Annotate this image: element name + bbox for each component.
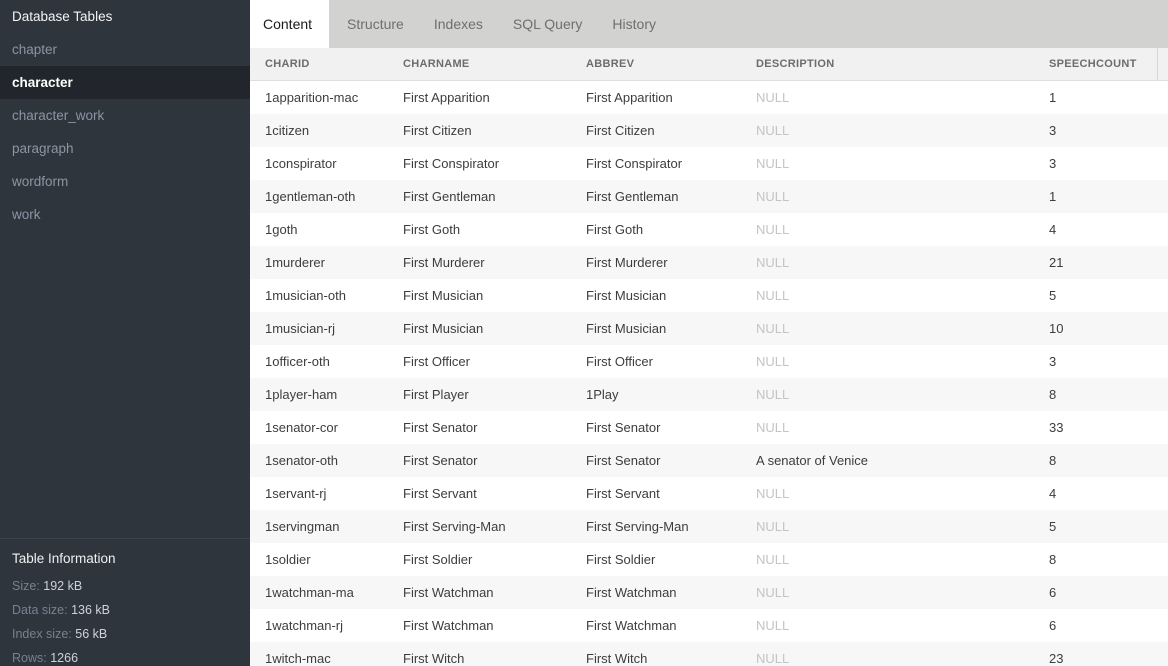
- table-info-stat: [0, 574, 250, 598]
- cell-speechcount[interactable]: 1: [1049, 189, 1057, 204]
- cell-abbrev[interactable]: First Watchman: [586, 585, 677, 600]
- cell-charname[interactable]: First Soldier: [403, 552, 473, 567]
- tab-bar: [250, 0, 1168, 48]
- table-row[interactable]: [250, 213, 1168, 246]
- cell-charid[interactable]: 1officer-oth: [265, 354, 330, 369]
- cell-speechcount[interactable]: 23: [1049, 651, 1064, 666]
- cell-filler: [1157, 279, 1168, 312]
- cell-charname[interactable]: First Citizen: [403, 123, 472, 138]
- tab-sql-query[interactable]: SQL Query: [512, 16, 583, 32]
- cell-speechcount[interactable]: 4: [1049, 486, 1057, 501]
- stat-value: 136 kB: [71, 603, 110, 617]
- sidebar: [0, 0, 250, 666]
- cell-abbrev[interactable]: First Serving-Man: [586, 519, 689, 534]
- cell-charname[interactable]: First Officer: [403, 354, 470, 369]
- cell-filler: [1157, 411, 1168, 444]
- column-header-charid[interactable]: CHARID: [265, 58, 310, 70]
- cell-charid[interactable]: 1gentleman-oth: [265, 189, 356, 204]
- cell-description[interactable]: NULL: [756, 651, 790, 666]
- cell-description[interactable]: NULL: [756, 123, 790, 138]
- cell-charid[interactable]: 1senator-oth: [265, 453, 338, 468]
- tab-content[interactable]: Content: [250, 0, 326, 48]
- cell-charname[interactable]: First Senator: [403, 453, 478, 468]
- table-row[interactable]: [250, 576, 1168, 609]
- tab-history[interactable]: History: [612, 16, 656, 32]
- table-row[interactable]: [250, 246, 1168, 279]
- cell-charname[interactable]: First Witch: [403, 651, 465, 666]
- cell-speechcount[interactable]: 5: [1049, 519, 1057, 534]
- stat-value: 1266: [50, 651, 79, 665]
- table-body: [250, 81, 1168, 666]
- cell-speechcount[interactable]: 3: [1049, 156, 1057, 171]
- cell-abbrev[interactable]: First Watchman: [586, 618, 677, 633]
- cell-speechcount[interactable]: 8: [1049, 387, 1057, 402]
- stat-label: Size:: [12, 579, 40, 593]
- cell-charid[interactable]: 1senator-cor: [265, 420, 338, 435]
- cell-speechcount[interactable]: 33: [1049, 420, 1064, 435]
- column-header-speechcount[interactable]: SPEECHCOUNT: [1049, 58, 1137, 70]
- cell-charid[interactable]: 1watchman-rj: [265, 618, 344, 633]
- sidebar-title: Database Tables: [12, 9, 113, 24]
- cell-charname[interactable]: First Murderer: [403, 255, 485, 270]
- cell-speechcount[interactable]: 3: [1049, 123, 1057, 138]
- cell-filler: [1157, 345, 1168, 378]
- cell-filler: [1157, 477, 1168, 510]
- table-row[interactable]: [250, 180, 1168, 213]
- cell-abbrev[interactable]: First Citizen: [586, 123, 655, 138]
- column-header-abbrev[interactable]: ABBREV: [586, 58, 635, 70]
- cell-abbrev[interactable]: First Gentleman: [586, 189, 679, 204]
- cell-description[interactable]: NULL: [756, 420, 790, 435]
- cell-charid[interactable]: 1witch-mac: [265, 651, 331, 666]
- table-info-stat: [0, 598, 250, 622]
- stat-value: 192 kB: [43, 579, 83, 593]
- cell-abbrev[interactable]: First Senator: [586, 420, 661, 435]
- cell-filler: [1157, 180, 1168, 213]
- cell-abbrev[interactable]: First Witch: [586, 651, 648, 666]
- cell-charname[interactable]: First Watchman: [403, 585, 494, 600]
- cell-charid[interactable]: 1soldier: [265, 552, 311, 567]
- cell-filler: [1157, 114, 1168, 147]
- table-row[interactable]: [250, 642, 1168, 666]
- cell-abbrev[interactable]: First Conspirator: [586, 156, 683, 171]
- table-row[interactable]: [250, 114, 1168, 147]
- cell-abbrev[interactable]: First Goth: [586, 222, 644, 237]
- cell-description[interactable]: NULL: [756, 156, 790, 171]
- cell-speechcount[interactable]: 8: [1049, 453, 1057, 468]
- stat-label: Data size:: [12, 603, 68, 617]
- table-row[interactable]: [250, 444, 1168, 477]
- cell-abbrev[interactable]: First Apparition: [586, 90, 673, 105]
- table-row[interactable]: [250, 312, 1168, 345]
- cell-filler: [1157, 642, 1168, 666]
- cell-filler: [1157, 444, 1168, 477]
- cell-charname[interactable]: First Player: [403, 387, 469, 402]
- sidebar-item-chapter[interactable]: chapter: [12, 42, 58, 57]
- cell-charid[interactable]: 1musician-rj: [265, 321, 336, 336]
- table-row[interactable]: [250, 411, 1168, 444]
- cell-description[interactable]: NULL: [756, 519, 790, 534]
- cell-charname[interactable]: First Gentleman: [403, 189, 496, 204]
- stat-label: Rows:: [12, 651, 47, 665]
- cell-speechcount[interactable]: 6: [1049, 618, 1057, 633]
- cell-filler: [1157, 213, 1168, 246]
- cell-speechcount[interactable]: 4: [1049, 222, 1057, 237]
- cell-abbrev[interactable]: First Musician: [586, 288, 667, 303]
- sidebar-item-paragraph[interactable]: paragraph: [12, 141, 74, 156]
- cell-abbrev[interactable]: First Officer: [586, 354, 653, 369]
- cell-filler: [1157, 576, 1168, 609]
- table-row[interactable]: [250, 81, 1168, 114]
- cell-charname[interactable]: First Apparition: [403, 90, 490, 105]
- cell-charid[interactable]: 1servingman: [265, 519, 340, 534]
- table-column-headers: [250, 48, 1168, 81]
- cell-abbrev[interactable]: First Soldier: [586, 552, 656, 567]
- cell-description[interactable]: NULL: [756, 552, 790, 567]
- table-row[interactable]: [250, 510, 1168, 543]
- cell-charid[interactable]: 1apparition-mac: [265, 90, 359, 105]
- cell-description[interactable]: NULL: [756, 354, 790, 369]
- table-row[interactable]: [250, 279, 1168, 312]
- table-row[interactable]: [250, 609, 1168, 642]
- column-header-filler: [1157, 48, 1168, 80]
- cell-speechcount[interactable]: 1: [1049, 90, 1057, 105]
- table-info-stat: [0, 622, 250, 646]
- cell-description[interactable]: NULL: [756, 189, 790, 204]
- cell-description[interactable]: NULL: [756, 387, 790, 402]
- cell-charid[interactable]: 1goth: [265, 222, 298, 237]
- sidebar-item-character[interactable]: character: [0, 66, 250, 99]
- table-row[interactable]: [250, 543, 1168, 576]
- table-information-title: Table Information: [12, 551, 116, 566]
- stat-value: 56 kB: [75, 627, 108, 641]
- sidebar-item-character_work[interactable]: character_work: [12, 108, 105, 123]
- cell-speechcount[interactable]: 8: [1049, 552, 1057, 567]
- cell-filler: [1157, 81, 1168, 114]
- cell-abbrev[interactable]: 1Play: [586, 387, 619, 402]
- cell-filler: [1157, 543, 1168, 576]
- cell-abbrev[interactable]: First Musician: [586, 321, 667, 336]
- stat-label: Index size:: [12, 627, 72, 641]
- table-info-stat: [0, 646, 250, 666]
- table-row[interactable]: [250, 477, 1168, 510]
- cell-charid[interactable]: 1musician-oth: [265, 288, 346, 303]
- cell-abbrev[interactable]: First Servant: [586, 486, 660, 501]
- cell-filler: [1157, 312, 1168, 345]
- cell-charname[interactable]: First Servant: [403, 486, 477, 501]
- sidebar-item-wordform[interactable]: wordform: [12, 174, 69, 189]
- cell-filler: [1157, 147, 1168, 180]
- cell-filler: [1157, 510, 1168, 543]
- cell-charname[interactable]: First Musician: [403, 321, 484, 336]
- tab-structure[interactable]: Structure: [347, 16, 404, 32]
- cell-charid[interactable]: 1player-ham: [265, 387, 338, 402]
- main-panel: [250, 0, 1168, 666]
- cell-abbrev[interactable]: First Murderer: [586, 255, 668, 270]
- cell-filler: [1157, 246, 1168, 279]
- table-information-panel: [0, 538, 250, 666]
- cell-charname[interactable]: First Senator: [403, 420, 478, 435]
- cell-charid[interactable]: 1murderer: [265, 255, 325, 270]
- cell-description[interactable]: NULL: [756, 585, 790, 600]
- cell-charid[interactable]: 1watchman-ma: [265, 585, 354, 600]
- column-header-description[interactable]: DESCRIPTION: [756, 58, 835, 70]
- cell-speechcount[interactable]: 5: [1049, 288, 1057, 303]
- cell-description[interactable]: NULL: [756, 255, 790, 270]
- cell-charid[interactable]: 1citizen: [265, 123, 310, 138]
- table-row[interactable]: [250, 345, 1168, 378]
- cell-charname[interactable]: First Goth: [403, 222, 461, 237]
- table-list: [0, 33, 250, 231]
- column-header-charname[interactable]: CHARNAME: [403, 58, 470, 70]
- cell-charid[interactable]: 1servant-rj: [265, 486, 327, 501]
- cell-speechcount[interactable]: 3: [1049, 354, 1057, 369]
- sidebar-item-work[interactable]: work: [12, 207, 41, 222]
- table-information-stats: [0, 574, 250, 666]
- cell-charname[interactable]: First Serving-Man: [403, 519, 506, 534]
- cell-speechcount[interactable]: 21: [1049, 255, 1064, 270]
- cell-charname[interactable]: First Musician: [403, 288, 484, 303]
- tab-group: [329, 0, 1168, 48]
- cell-description[interactable]: NULL: [756, 222, 790, 237]
- cell-abbrev[interactable]: First Senator: [586, 453, 661, 468]
- cell-description[interactable]: NULL: [756, 90, 790, 105]
- tab-indexes[interactable]: Indexes: [433, 16, 483, 32]
- cell-description[interactable]: A senator of Venice: [756, 453, 869, 468]
- cell-charid[interactable]: 1conspirator: [265, 156, 337, 171]
- table-row[interactable]: [250, 378, 1168, 411]
- cell-filler: [1157, 609, 1168, 642]
- cell-speechcount[interactable]: 10: [1049, 321, 1064, 336]
- cell-description[interactable]: NULL: [756, 321, 790, 336]
- cell-filler: [1157, 378, 1168, 411]
- cell-speechcount[interactable]: 6: [1049, 585, 1057, 600]
- cell-charname[interactable]: First Conspirator: [403, 156, 500, 171]
- table-row[interactable]: [250, 147, 1168, 180]
- cell-charname[interactable]: First Watchman: [403, 618, 494, 633]
- cell-description[interactable]: NULL: [756, 486, 790, 501]
- cell-description[interactable]: NULL: [756, 288, 790, 303]
- cell-description[interactable]: NULL: [756, 618, 790, 633]
